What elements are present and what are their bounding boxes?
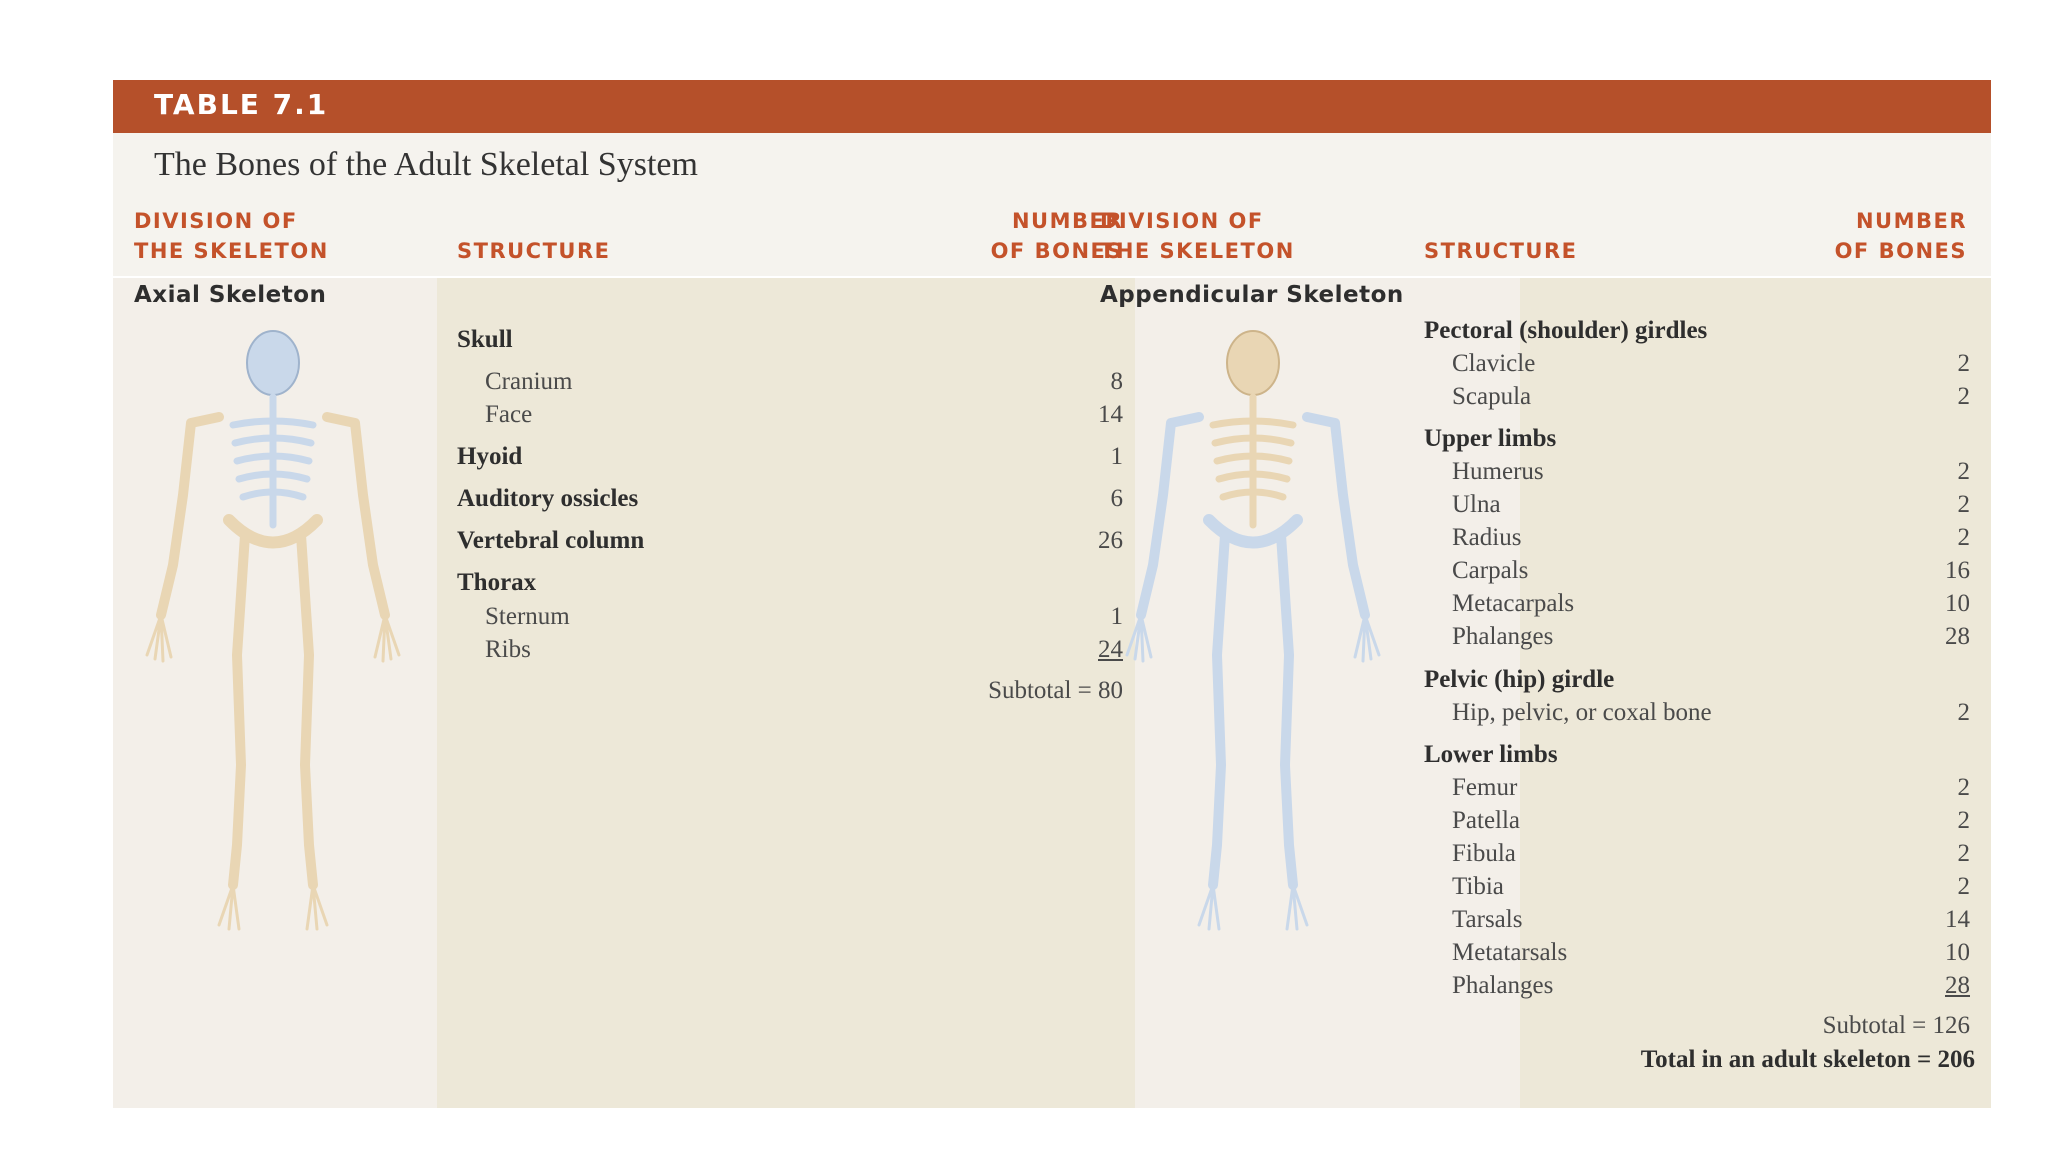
appendicular-subtotal: Subtotal = 126 bbox=[1822, 1012, 1970, 1039]
row-label: Ribs bbox=[485, 636, 531, 663]
app-row-lower-limbs bbox=[1424, 739, 1970, 771]
header-number-line1: NUMBER bbox=[1855, 209, 1967, 233]
row-label: Tibia bbox=[1452, 873, 1504, 900]
row-value: 8 bbox=[1110, 368, 1123, 395]
row-label: Ulna bbox=[1452, 491, 1501, 518]
axial-row-face bbox=[457, 399, 1123, 431]
row-label: Hip, pelvic, or coxal bone bbox=[1452, 699, 1712, 726]
row-value: 2 bbox=[1957, 458, 1970, 485]
header-division-line1: DIVISION OF bbox=[134, 209, 298, 233]
axial-row-skull bbox=[457, 324, 1123, 356]
row-value: 10 bbox=[1945, 590, 1970, 617]
axial-row-sternum bbox=[457, 601, 1123, 633]
row-value: 2 bbox=[1957, 491, 1970, 518]
row-label: Tarsals bbox=[1452, 906, 1523, 933]
axial-division-label: Axial Skeleton bbox=[134, 282, 327, 308]
row-label: Sternum bbox=[485, 603, 570, 630]
skeleton-figure bbox=[147, 331, 399, 929]
header-division-right bbox=[1100, 206, 1295, 266]
app-row-phalanges-hand bbox=[1424, 621, 1970, 653]
row-label: Thorax bbox=[457, 569, 537, 596]
row-label: Scapula bbox=[1452, 383, 1532, 410]
row-label: Auditory ossicles bbox=[457, 485, 639, 512]
axial-row-cranium bbox=[457, 366, 1123, 398]
header-number-left bbox=[873, 206, 1123, 266]
row-value: 2 bbox=[1957, 383, 1970, 410]
header-number-right bbox=[1713, 206, 1967, 266]
row-value: 28 bbox=[1945, 972, 1970, 999]
row-value: 2 bbox=[1957, 524, 1970, 551]
row-value: 2 bbox=[1957, 873, 1970, 900]
app-row-phalanges-foot bbox=[1424, 970, 1970, 1002]
row-label: Metacarpals bbox=[1452, 590, 1575, 617]
row-label: Femur bbox=[1452, 774, 1518, 801]
header-division-line2: THE SKELETON bbox=[1100, 239, 1295, 263]
row-value: 24 bbox=[1098, 636, 1123, 663]
header-division-line2: THE SKELETON bbox=[134, 239, 329, 263]
row-label: Lower limbs bbox=[1424, 741, 1558, 768]
table-caption: The Bones of the Adult Skeletal System bbox=[154, 146, 698, 183]
app-row-pectoral-girdles bbox=[1424, 315, 1970, 347]
app-row-patella bbox=[1424, 805, 1970, 837]
row-value: 1 bbox=[1110, 603, 1123, 630]
app-row-pelvic-girdle bbox=[1424, 664, 1970, 696]
row-value: 14 bbox=[1945, 906, 1970, 933]
row-label: Humerus bbox=[1452, 458, 1544, 485]
header-number-line2: OF BONES bbox=[1834, 239, 1967, 263]
row-label: Patella bbox=[1452, 807, 1521, 834]
bones-table bbox=[113, 80, 1991, 1108]
header-division-left bbox=[134, 206, 329, 266]
header-number-line2: OF BONES bbox=[990, 239, 1123, 263]
row-value: 16 bbox=[1945, 557, 1970, 584]
app-row-clavicle bbox=[1424, 348, 1970, 380]
row-value: 28 bbox=[1945, 623, 1970, 650]
row-label: Vertebral column bbox=[457, 527, 645, 554]
row-value: 2 bbox=[1957, 699, 1970, 726]
app-row-metacarpals bbox=[1424, 588, 1970, 620]
app-row-femur bbox=[1424, 772, 1970, 804]
row-label: Pectoral (shoulder) girdles bbox=[1424, 317, 1708, 344]
row-label: Upper limbs bbox=[1424, 425, 1557, 452]
table-banner bbox=[113, 80, 1991, 133]
row-label: Metatarsals bbox=[1452, 939, 1568, 966]
row-value: 2 bbox=[1957, 774, 1970, 801]
header-structure-right: STRUCTURE bbox=[1424, 239, 1578, 263]
axial-row-vertebral-column bbox=[457, 525, 1123, 557]
app-row-fibula bbox=[1424, 838, 1970, 870]
axial-row-ribs bbox=[457, 634, 1123, 666]
axial-row-hyoid bbox=[457, 441, 1123, 473]
row-label: Face bbox=[485, 401, 533, 428]
row-label: Skull bbox=[457, 326, 513, 353]
row-value: 2 bbox=[1957, 840, 1970, 867]
app-row-upper-limbs bbox=[1424, 423, 1970, 455]
row-value: 26 bbox=[1098, 527, 1123, 554]
row-value: 1 bbox=[1110, 443, 1123, 470]
app-row-tibia bbox=[1424, 871, 1970, 903]
row-value: 10 bbox=[1945, 939, 1970, 966]
header-structure-left: STRUCTURE bbox=[457, 239, 611, 263]
row-value: 2 bbox=[1957, 807, 1970, 834]
row-value: 6 bbox=[1110, 485, 1123, 512]
row-label: Hyoid bbox=[457, 443, 523, 470]
row-label: Phalanges bbox=[1452, 972, 1554, 999]
row-label: Cranium bbox=[485, 368, 573, 395]
table-label: TABLE 7.1 bbox=[154, 88, 329, 121]
axial-subtotal: Subtotal = 80 bbox=[988, 677, 1123, 704]
row-label: Phalanges bbox=[1452, 623, 1554, 650]
app-row-metatarsals bbox=[1424, 937, 1970, 969]
axial-row-auditory-ossicles bbox=[457, 483, 1123, 515]
header-number-line1: NUMBER bbox=[1011, 209, 1123, 233]
row-label: Fibula bbox=[1452, 840, 1516, 867]
appendicular-division-label: Appendicular Skeleton bbox=[1100, 282, 1404, 308]
app-row-radius bbox=[1424, 522, 1970, 554]
app-row-carpals bbox=[1424, 555, 1970, 587]
row-value: 2 bbox=[1957, 350, 1970, 377]
row-label: Radius bbox=[1452, 524, 1522, 551]
row-value: 14 bbox=[1098, 401, 1123, 428]
row-label: Pelvic (hip) girdle bbox=[1424, 666, 1615, 693]
row-label: Clavicle bbox=[1452, 350, 1536, 377]
app-row-humerus bbox=[1424, 456, 1970, 488]
axial-row-thorax bbox=[457, 567, 1123, 599]
skeleton-total: Total in an adult skeleton = 206 bbox=[1640, 1046, 1975, 1073]
app-row-tarsals bbox=[1424, 904, 1970, 936]
row-label: Carpals bbox=[1452, 557, 1529, 584]
skeleton-axial-highlight-icon bbox=[133, 325, 413, 935]
app-row-scapula bbox=[1424, 381, 1970, 413]
header-division-line1: DIVISION OF bbox=[1100, 209, 1264, 233]
app-row-ulna bbox=[1424, 489, 1970, 521]
app-row-coxal-bone bbox=[1424, 697, 1970, 729]
skeleton-figure bbox=[1127, 331, 1379, 929]
